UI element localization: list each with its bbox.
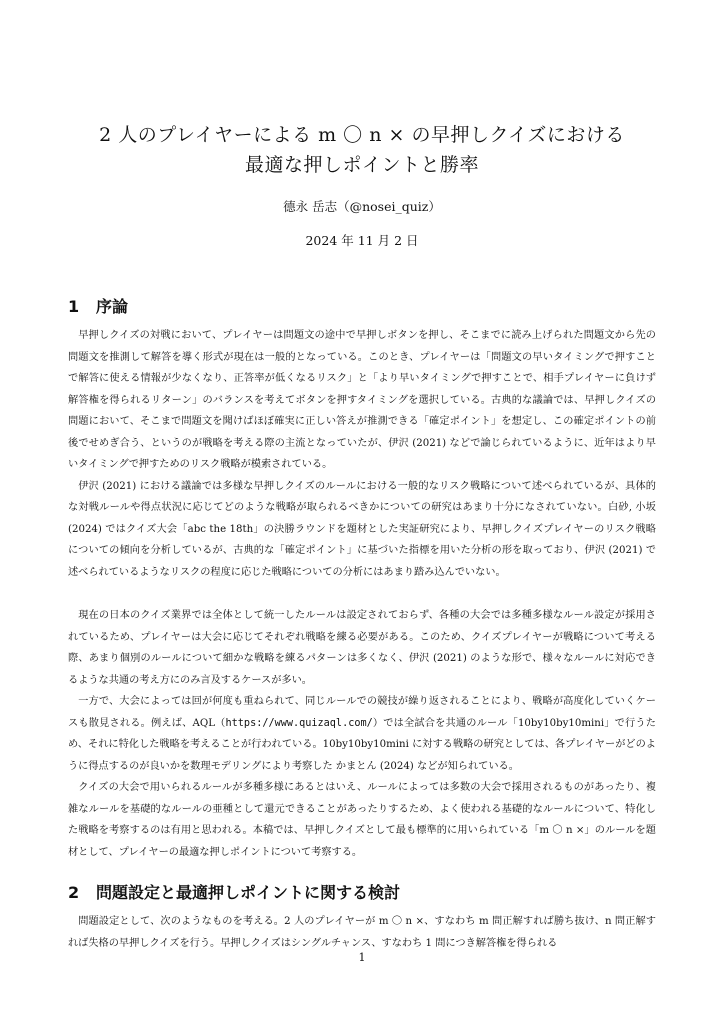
section-2-heading xyxy=(68,880,400,903)
title-line-1: 2 人のプレイヤーによる m 〇 n × の早押しクイズにおける xyxy=(99,124,625,146)
section-title: 問題設定と最適押しポイントに関する検討 xyxy=(96,883,401,902)
section-number: 2 xyxy=(68,883,80,902)
section-1-body-b xyxy=(68,605,656,863)
paragraph: 伊沢 (2021) における議論では多様な早押しクイズのルールにおける一般的なリスク戦略について述べられているが、具体的な対戦ルールや得点状況に応じてどのような戦略が取られるべきかについての研究はあまり十分になされていない。白砂, 小坂 (2024) ではクイズ大会「abc the 18th」の決勝ラウンドを題材とした実証研究により、早押しクイズプレイヤーのリスク戦略についての傾向を分析しているが、古典的な「確定ポイント」に基づいた指標を用いた分析の形を取っており、伊沢 (2021) で述べられているようなリスクの程度に応じた戦略についての分析にはあまり踏み込んでいない。 xyxy=(68,480,656,578)
paragraph: 早押しクイズの対戦において、プレイヤーは問題文の途中で早押しボタンを押し、そこまでに読み上げられた問題文から先の問題文を推測して解答を導く形式が現在は一般的となっている。このとき、プレイヤーは「問題文の早いタイミングで押すことで解答に使える情報が少なくなり、正答率が低くなるリスク」と「より早いタイミングで押すことで、相手プレイヤーに負けず解答権を得られるリターン」のバランスを考えてボタンを押すタイミングを選択している。古典的な議論では、早押しクイズの問題において、そこまで問題文を聞けばほぼ確実に正しい答えが推測できる「確定ポイント」を想定し、この確定ポイントの前後でせめぎ合う、というのが戦略を考える際の主流となっていたが、伊沢 (2021) などで論じられているように、近年はより早いタイミングで押すためのリスク戦略が模索されている。 xyxy=(68,330,656,470)
author: 德永 岳志（@nosei_quiz） xyxy=(283,199,441,214)
section-title: 序論 xyxy=(96,297,129,316)
section-number: 1 xyxy=(68,297,80,316)
section-2-body xyxy=(68,911,656,954)
paragraph-text: 一方で、大会によっては回が何度も重ねられて、同じルールでの競技が繰り返されることにより、戦略が高度化していくケースも散見される。例えば、AQL（ xyxy=(68,696,656,729)
page-number: 1 xyxy=(358,951,366,964)
section-1-heading xyxy=(68,294,128,317)
section-1-body-a xyxy=(68,325,656,583)
paragraph: 現在の日本のクイズ業界では全体として統一したルールは設定されておらず、各種の大会では多種多様なルール設定が採用されているため、プレイヤーは大会に応じてそれぞれ戦略を練る必要がある。このため、クイズプレイヤーが戦略について考える際、あまり個別のルールについて細かな戦略を練るパターンは多くなく、伊沢 (2021) のような形で、様々なルールに対応できるような共通の考え方にのみ言及するケースが多い。 xyxy=(68,610,656,686)
title-line-2: 最適な押しポイントと勝率 xyxy=(244,154,479,176)
paragraph: 問題設定として、次のようなものを考える。2 人のプレイヤーが m 〇 n ×、すなわち m 問正解すれば勝ち抜け、n 問正解すれば失格の早押しクイズを行う。早押しクイズはシングルチャンス、すなわち 1 問につき解答権を得られる xyxy=(68,916,656,949)
aql-url-link[interactable]: https://www.quizaql.com/ xyxy=(225,717,373,729)
paragraph: クイズの大会で用いられるルールが多種多様にあるとはいえ、ルールによっては多数の大会で採用されるものがあったり、複雑なルールを基礎的なルールの亜種として還元できることがあったりするため、よく使われる基礎的なルールについて、特化した戦略を考察するのは有用と思われる。本稿では、早押しクイズとして最も標準的に用いられている「m 〇 n ×」のルールを題材として、プレイヤーの最適な押しポイントについて考察する。 xyxy=(68,782,656,858)
date: 2024 年 11 月 2 日 xyxy=(305,233,419,248)
paragraph-text: ）では全試合を共通のルール「10by10by10mini」で行うため、それに特化した戦略を考えることが行われている。10by10by10mini に対する戦略の研究としては、各プレイヤーがどのように得点するのが良いかを数理モデリングにより考察した かまとん (2024) などが知られている。 xyxy=(68,717,656,772)
paragraph xyxy=(68,691,656,777)
